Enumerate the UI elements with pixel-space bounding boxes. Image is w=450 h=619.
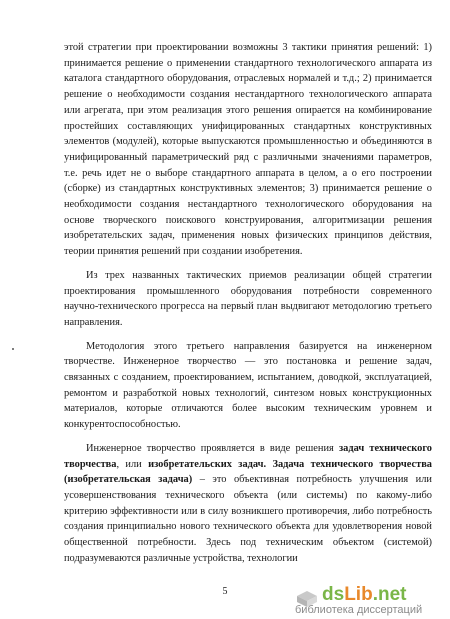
bold-term: задач технического творчества (64, 442, 432, 470)
dslib-watermark (291, 576, 447, 616)
scan-speck (12, 348, 14, 350)
body-text (64, 40, 432, 567)
paragraph-text: Из трех названных тактических приемов реализации общей стратегии проектирования промышленного оборудования потребности современного научно-технического прогресса на первый план выдвигают методологию третьего направления. (64, 269, 432, 328)
watermark-caption: библиотека диссертаций (295, 604, 423, 616)
page-number: 5 (222, 586, 228, 597)
paragraph-3 (64, 339, 432, 433)
paragraph-1 (64, 40, 432, 260)
paragraph-text: Инженерное творчество проявляется в виде решения (86, 442, 339, 454)
bold-term: изобретательских задач. Задача технического творчества (изобретательская задача) (64, 458, 432, 486)
paragraph-text: Методология этого третьего направления базируется на инженерном творчестве. Инженерное творчество — это постановка и решение задач, связанных с созданием, проектированием, испытанием, доводкой, эксплуатацией, ремонтом и разработкой новых технологий, синтезом новых конструкционных материалов, которые отличаются более высоким техническим уровнем и конкурентоспособностью. (64, 340, 432, 431)
paragraph-text: , или (116, 458, 149, 470)
watermark-logo: dsLib.net (322, 584, 407, 605)
paragraph-2 (64, 268, 432, 331)
paragraph-text: этой стратегии при проектировании возможны 3 тактики принятия решений: 1) принимается решение о применении стандартного технологического аппарата из каталога стандартного оборудования, отраслевых нормалей и т.д.; 2) принимается решение о необходимости создания нестандартного технологического аппарата или агрегата, при этом реализация этого решения опирается на комбинирование простейших составляющих унифицированных стандартных конструктивных элементов (модулей), которые выпускаются промышленностью и объединяются в унифицированный параметрический ряд с различными значениями параметров, т.е. речь идет не о выборе стандартного аппарата в целом, а о его построении (сборке) из стандартных конструктивных элементов; 3) принимается решение о необходимости создания нестандартного технологического оборудования на основе творческого поискового конструирования, алгоритмизации решения изобретательских задач, применения новых физических принципов действия, теории принятия решений при создании изобретения. (64, 42, 432, 258)
paragraph-text: – это объективная потребность улучшения или усовершенствования технического объекта (или системы) по какому-либо критерию эффективности или в силу возникшего противоречия, либо потребность создания принципиально нового технического объекта для удовлетворения новой общественной потребности. Здесь под техническим объектом (системой) подразумеваются различные устройства, технологии (64, 474, 432, 564)
paragraph-4 (64, 441, 432, 567)
